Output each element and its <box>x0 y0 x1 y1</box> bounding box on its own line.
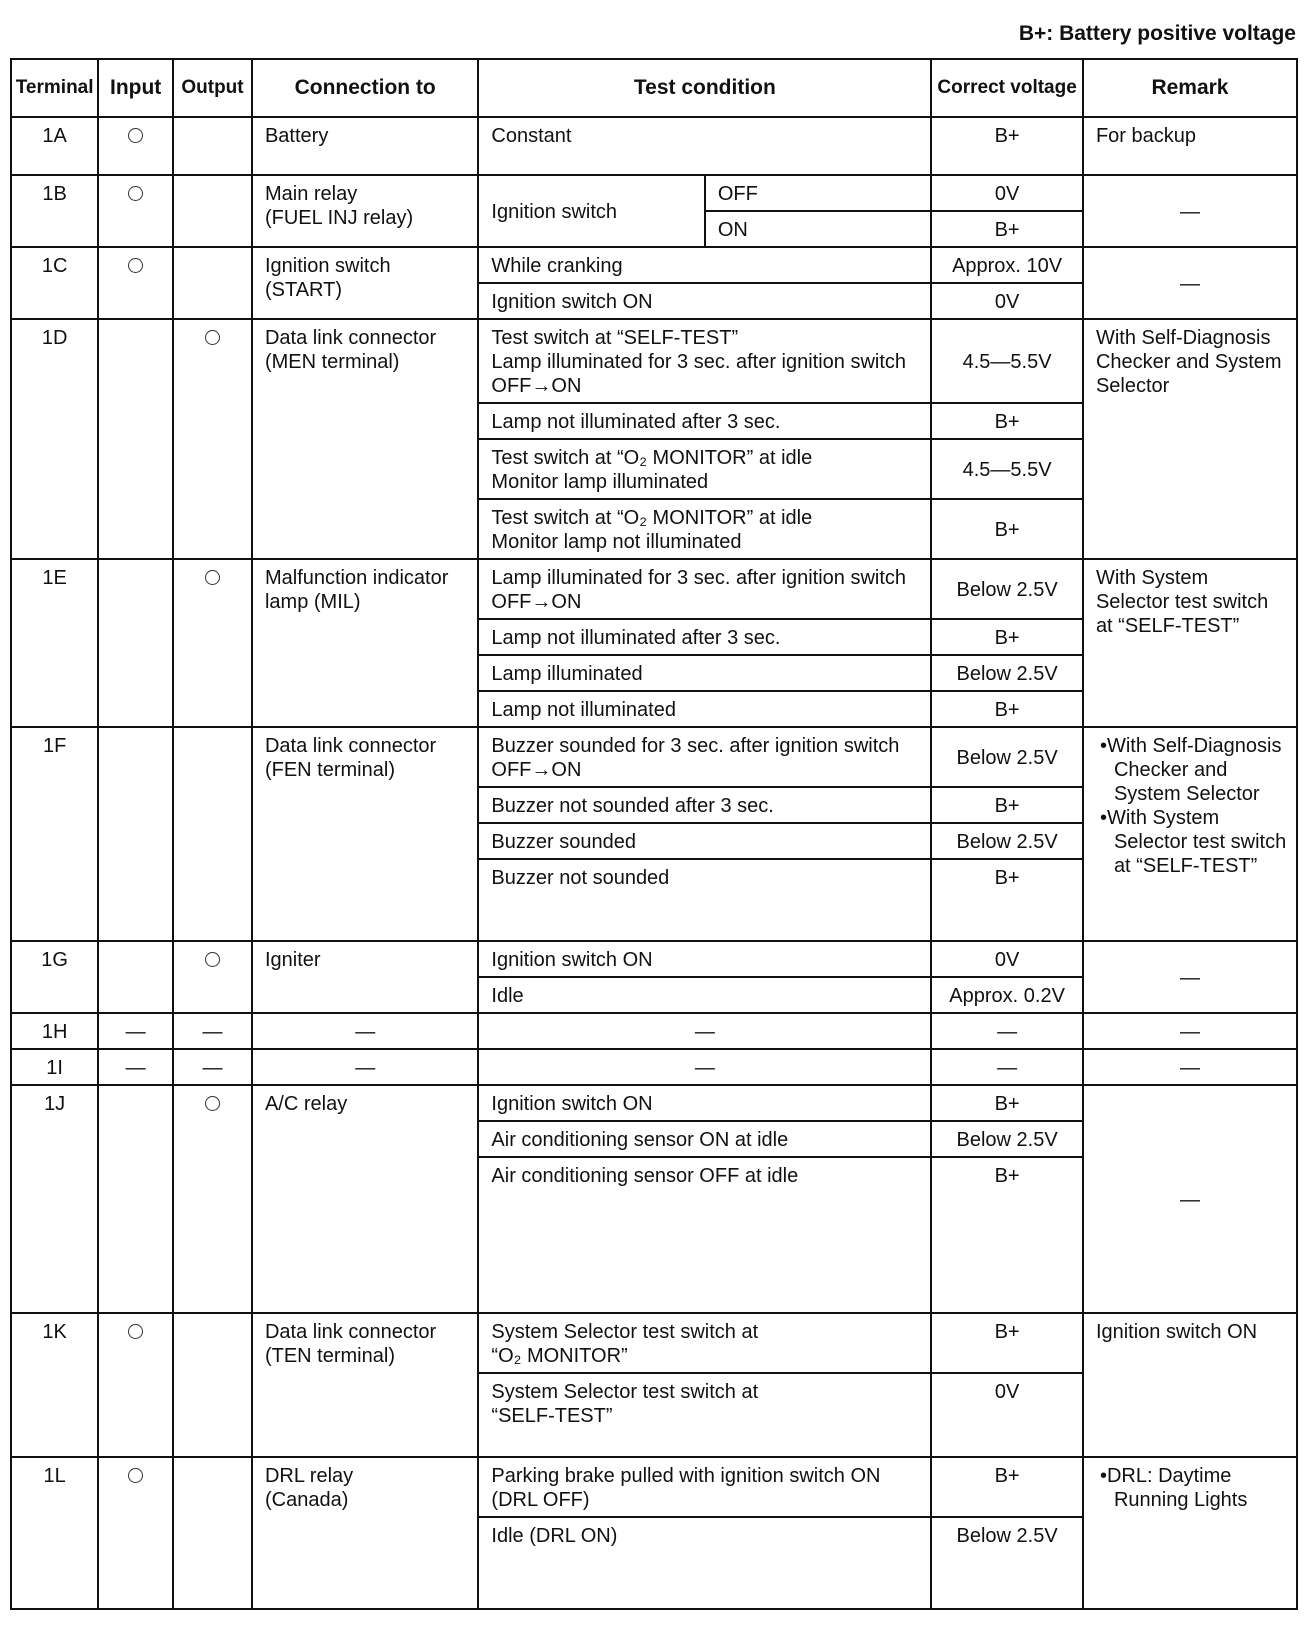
condition-cell: Ignition switch ON <box>478 1085 931 1121</box>
terminal-cell: 1K <box>11 1313 98 1457</box>
input-cell <box>98 175 173 247</box>
connection-cell: Main relay (FUEL INJ relay) <box>252 175 478 247</box>
output-cell <box>173 117 252 175</box>
voltage-cell: B+ <box>931 1085 1083 1121</box>
input-cell <box>98 247 173 319</box>
condition-cell: Lamp not illuminated <box>478 691 931 727</box>
terminal-cell: 1D <box>11 319 98 559</box>
output-cell <box>173 247 252 319</box>
header-input: Input <box>98 59 173 117</box>
table-row <box>11 247 1297 283</box>
voltage-cell: B+ <box>931 787 1083 823</box>
output-cell <box>173 941 252 1013</box>
header-test-condition: Test condition <box>478 59 931 117</box>
condition-cell: Ignition switch ON <box>478 283 931 319</box>
connection-cell: Data link connector (MEN terminal) <box>252 319 478 559</box>
voltage-cell: 0V <box>931 1373 1083 1457</box>
input-mark-icon <box>128 258 143 273</box>
voltage-cell: Below 2.5V <box>931 655 1083 691</box>
voltage-cell: B+ <box>931 619 1083 655</box>
output-cell <box>173 319 252 559</box>
input-cell <box>98 1313 173 1457</box>
connection-cell: Igniter <box>252 941 478 1013</box>
voltage-cell: Approx. 0.2V <box>931 977 1083 1013</box>
remark-cell <box>1083 1457 1297 1609</box>
connection-cell: Data link connector (FEN terminal) <box>252 727 478 941</box>
output-cell <box>173 175 252 247</box>
condition-cell: Idle (DRL ON) <box>478 1517 931 1609</box>
remark-cell: With Self-Diagnosis Checker and System Selector <box>1083 319 1297 559</box>
condition-cell: System Selector test switch at “O₂ MONITOR” <box>478 1313 931 1373</box>
output-mark-icon <box>205 952 220 967</box>
voltage-cell: B+ <box>931 211 1083 247</box>
condition-cell: Air conditioning sensor ON at idle <box>478 1121 931 1157</box>
condition-cell: Constant <box>478 117 931 175</box>
output-cell <box>173 1085 252 1313</box>
terminal-cell: 1I <box>11 1049 98 1085</box>
remark-cell: — <box>1083 1049 1297 1085</box>
voltage-cell: — <box>931 1049 1083 1085</box>
terminal-cell: 1G <box>11 941 98 1013</box>
output-mark-icon <box>205 1096 220 1111</box>
condition-cell: — <box>478 1049 931 1085</box>
condition-cell: — <box>478 1013 931 1049</box>
remark-cell: — <box>1083 247 1297 319</box>
battery-voltage-note: B+: Battery positive voltage <box>1018 22 1296 45</box>
condition-cell: Buzzer not sounded after 3 sec. <box>478 787 931 823</box>
table-row <box>11 1313 1297 1373</box>
condition-cell: Lamp illuminated <box>478 655 931 691</box>
connection-cell: — <box>252 1049 478 1085</box>
remark-cell: — <box>1083 1085 1297 1313</box>
input-cell: — <box>98 1049 173 1085</box>
header-connection: Connection to <box>252 59 478 117</box>
output-cell: — <box>173 1013 252 1049</box>
input-cell <box>98 559 173 727</box>
voltage-cell: 0V <box>931 283 1083 319</box>
voltage-cell: Approx. 10V <box>931 247 1083 283</box>
connection-cell: Data link connector (TEN terminal) <box>252 1313 478 1457</box>
voltage-cell: B+ <box>931 499 1083 559</box>
condition-cell: Lamp not illuminated after 3 sec. <box>478 403 931 439</box>
condition-cell: Idle <box>478 977 931 1013</box>
table-row <box>11 1049 1297 1085</box>
condition-cell: Ignition switch <box>478 175 704 247</box>
condition-cell: While cranking <box>478 247 931 283</box>
output-cell <box>173 727 252 941</box>
voltage-cell: Below 2.5V <box>931 1517 1083 1609</box>
condition-cell: Buzzer sounded for 3 sec. after ignition switch OFF→ON <box>478 727 931 787</box>
header-row <box>11 59 1297 117</box>
input-mark-icon <box>128 1324 143 1339</box>
condition-cell: Test switch at “O₂ MONITOR” at idle Monitor lamp illuminated <box>478 439 931 499</box>
voltage-cell: B+ <box>931 1313 1083 1373</box>
voltage-cell: 0V <box>931 175 1083 211</box>
terminal-cell: 1F <box>11 727 98 941</box>
condition-cell: Buzzer sounded <box>478 823 931 859</box>
terminal-voltage-table <box>10 58 1298 1610</box>
voltage-cell: Below 2.5V <box>931 823 1083 859</box>
input-cell <box>98 319 173 559</box>
remark-cell: With System Selector test switch at “SELF-TEST” <box>1083 559 1297 727</box>
output-cell <box>173 1313 252 1457</box>
output-mark-icon <box>205 570 220 585</box>
table-row <box>11 1085 1297 1121</box>
connection-cell: Malfunction indicator lamp (MIL) <box>252 559 478 727</box>
terminal-cell: 1A <box>11 117 98 175</box>
input-cell <box>98 941 173 1013</box>
input-cell <box>98 117 173 175</box>
voltage-cell: B+ <box>931 859 1083 941</box>
terminal-cell: 1H <box>11 1013 98 1049</box>
header-correct-voltage: Correct voltage <box>931 59 1083 117</box>
condition-cell: Test switch at “SELF-TEST” Lamp illuminated for 3 sec. after ignition switch OFF→ON <box>478 319 931 403</box>
connection-cell: — <box>252 1013 478 1049</box>
remark-cell: — <box>1083 1013 1297 1049</box>
output-cell <box>173 1457 252 1609</box>
header-remark: Remark <box>1083 59 1297 117</box>
condition-sub-cell: OFF <box>705 175 931 211</box>
condition-sub-cell: ON <box>705 211 931 247</box>
connection-cell: Battery <box>252 117 478 175</box>
terminal-cell: 1B <box>11 175 98 247</box>
voltage-cell: B+ <box>931 1157 1083 1313</box>
voltage-cell: B+ <box>931 1457 1083 1517</box>
remark-bullet: •With Self-Diagnosis Checker and System Selector <box>1099 735 1282 805</box>
remark-bullet: •With System Selector test switch at “SELF-TEST” <box>1099 807 1287 877</box>
input-cell <box>98 1457 173 1609</box>
input-mark-icon <box>128 1468 143 1483</box>
table-row <box>11 319 1297 403</box>
condition-cell: Ignition switch ON <box>478 941 931 977</box>
table-row <box>11 175 1297 211</box>
output-cell: — <box>173 1049 252 1085</box>
table-row <box>11 1013 1297 1049</box>
condition-cell: Buzzer not sounded <box>478 859 931 941</box>
table-row <box>11 1457 1297 1517</box>
table-row <box>11 559 1297 619</box>
voltage-cell: 4.5—5.5V <box>931 319 1083 403</box>
remark-cell: For backup <box>1083 117 1297 175</box>
terminal-cell: 1E <box>11 559 98 727</box>
connection-cell: A/C relay <box>252 1085 478 1313</box>
condition-cell: Lamp not illuminated after 3 sec. <box>478 619 931 655</box>
terminal-cell: 1L <box>11 1457 98 1609</box>
condition-cell: System Selector test switch at “SELF-TEST” <box>478 1373 931 1457</box>
remark-cell: — <box>1083 941 1297 1013</box>
remark-cell <box>1083 727 1297 941</box>
terminal-cell: 1J <box>11 1085 98 1313</box>
voltage-cell: Below 2.5V <box>931 559 1083 619</box>
header-output: Output <box>173 59 252 117</box>
table-row <box>11 117 1297 175</box>
voltage-cell: Below 2.5V <box>931 727 1083 787</box>
connection-cell: DRL relay (Canada) <box>252 1457 478 1609</box>
voltage-cell: B+ <box>931 403 1083 439</box>
input-mark-icon <box>128 128 143 143</box>
voltage-cell: 4.5—5.5V <box>931 439 1083 499</box>
voltage-cell: — <box>931 1013 1083 1049</box>
input-cell <box>98 727 173 941</box>
remark-cell: Ignition switch ON <box>1083 1313 1297 1457</box>
table-row <box>11 941 1297 977</box>
output-mark-icon <box>205 330 220 345</box>
output-cell <box>173 559 252 727</box>
voltage-cell: B+ <box>931 117 1083 175</box>
input-cell <box>98 1085 173 1313</box>
remark-cell: — <box>1083 175 1297 247</box>
voltage-cell: B+ <box>931 691 1083 727</box>
condition-cell: Parking brake pulled with ignition switch ON (DRL OFF) <box>478 1457 931 1517</box>
input-cell: — <box>98 1013 173 1049</box>
header-terminal: Terminal <box>11 59 98 117</box>
condition-cell: Test switch at “O₂ MONITOR” at idle Monitor lamp not illuminated <box>478 499 931 559</box>
terminal-cell: 1C <box>11 247 98 319</box>
connection-cell: Ignition switch (START) <box>252 247 478 319</box>
input-mark-icon <box>128 186 143 201</box>
voltage-cell: Below 2.5V <box>931 1121 1083 1157</box>
remark-bullet: •DRL: Daytime Running Lights <box>1099 1465 1248 1511</box>
condition-cell: Lamp illuminated for 3 sec. after ignition switch OFF→ON <box>478 559 931 619</box>
condition-cell: Air conditioning sensor OFF at idle <box>478 1157 931 1313</box>
voltage-cell: 0V <box>931 941 1083 977</box>
table-row <box>11 727 1297 787</box>
